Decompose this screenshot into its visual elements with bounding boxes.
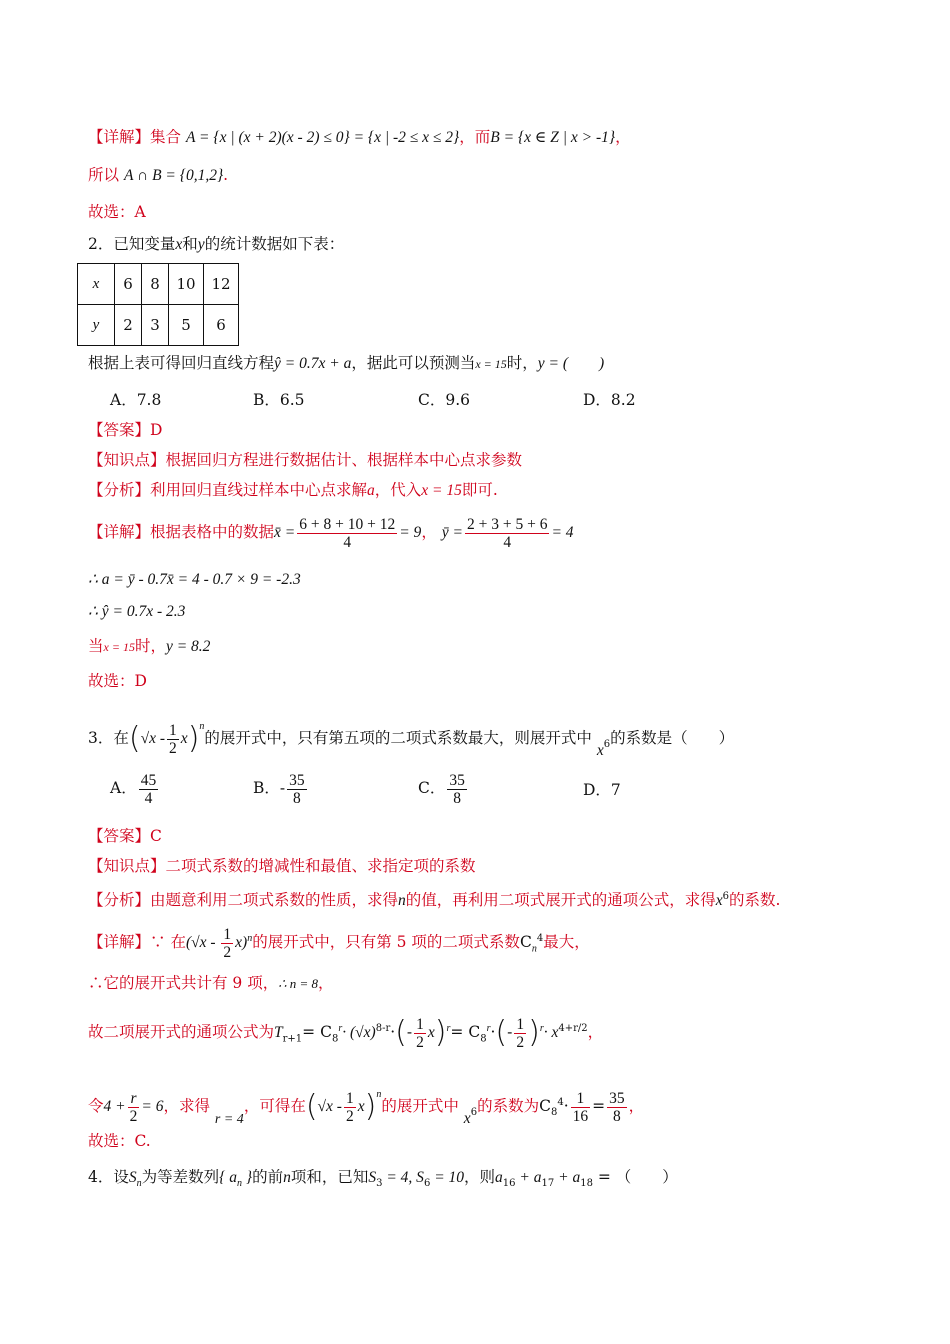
regression-equation: ŷ = 0.7x + a [274,355,352,372]
analysis-text: 的系数. [729,891,781,910]
superscript: r [338,1023,343,1034]
term-t: T [274,1024,283,1042]
expression: = 10 [430,1169,465,1186]
subscript: 18 [580,1178,593,1190]
fraction-numerator: 1 [223,925,232,943]
exponent: 6 [603,739,611,750]
sign: - [279,779,286,797]
r-half-fraction [128,1090,140,1125]
q1-intersect-line [88,164,228,187]
xbar-fraction [297,516,397,551]
var-x: x [175,236,183,253]
stem-text: = （ ） [592,1168,678,1186]
fraction-denominator: 2 [416,1033,424,1051]
equals: = [592,1097,606,1115]
option-label: A． [110,779,137,797]
subscript: 8 [550,1107,558,1119]
fraction-numerator: 35 [289,771,305,789]
q3-answer: 【答案】C [88,827,162,845]
fraction-numerator: 6 + 8 + 10 + 12 [299,515,396,533]
q2-when [88,635,210,658]
combination: C [519,933,532,952]
var-s: S [128,1169,137,1186]
option-a: A．7.8 [110,391,162,409]
stem-text: 为等差数列 [141,1168,220,1186]
subscript: n [531,943,537,955]
table-row [78,264,239,305]
option-label: C． [418,779,446,797]
question-number: 2． [88,235,114,253]
exponent: 6 [470,1107,478,1118]
option-b: B．6.5 [253,391,305,409]
detail-text: 的展开式中 [381,1097,459,1115]
fraction-numerator: 1 [345,1089,354,1107]
ybar-label: ȳ = [441,524,463,541]
fraction-numerator: 1 [571,1090,591,1108]
superscript: 4+r/2 [558,1023,588,1034]
stem-text: 时， [506,354,538,372]
detail-text: 所以 [88,166,120,184]
sign: - [406,1023,413,1042]
stem-text: 在 [113,729,129,747]
sqrt-term: √x - [140,730,166,747]
stem-text: 的展开式中，只有第五项的二项式系数最大，则展开式中 [204,729,592,747]
table-cell: 3 [142,305,169,346]
superscript: 4 [536,933,544,944]
sixteenth-fraction [571,1090,591,1125]
detail-text: 集合 [150,128,182,146]
var-y: y [197,236,205,253]
stem-text: 的前 [252,1168,284,1186]
fraction-denominator: 2 [169,739,177,757]
q2-calc2: ∴ ŷ = 0.7x - 2.3 [88,603,186,620]
sqrt-term: √x - [317,1098,342,1115]
fraction-numerator: 1 [169,721,177,739]
detail-text: 故二项展开式的通项公式为 [88,1023,275,1042]
fraction-denominator: 8 [453,789,461,807]
fraction-numerator: r [128,1090,140,1108]
table-cell: 6 [115,264,142,305]
q4-stem [88,1166,678,1195]
var-a: a [367,482,375,499]
exponent: n [199,721,205,732]
detail-tag: 【详解】根据表格中的数据 [88,523,275,541]
subscript: 8 [331,1033,339,1045]
table-cell: 2 [115,305,142,346]
q3-detail [88,922,590,966]
expression: + a [554,1169,581,1186]
q3-option-c [418,768,469,808]
fraction-denominator: 2 [129,1107,138,1125]
fraction-numerator: 35 [609,1089,625,1107]
q3-knowledge: 【知识点】二项式系数的增减性和最值、求指定项的系数 [88,857,476,875]
analysis-text: 【分析】利用回归直线过样本中心点求解 [88,481,368,499]
option-c: C．9.6 [418,391,471,409]
sign: - [507,1023,513,1042]
detail-text: ，可得在 [243,1097,306,1115]
detail-text: ，而 [459,128,491,146]
fraction-denominator: 16 [572,1107,589,1125]
superscript: r [446,1023,451,1034]
fraction-numerator: 1 [516,1015,525,1033]
subscript: 17 [541,1178,555,1190]
detail-text: ， [615,128,631,146]
var-x: x [463,1110,471,1127]
stats-table [77,263,239,346]
sequence: } [241,1169,253,1186]
superscript: r [539,1023,544,1034]
detail-text: ， [587,1023,604,1042]
q3-option-d: D．7 [583,781,621,799]
detail-text: 的展开式中，只有第 5 项的二项式系数 [252,933,520,952]
result-fraction [607,1090,627,1125]
q1-detail-line [88,126,631,149]
ybar-result: = 4 [551,524,574,541]
option-fraction [447,772,467,807]
q2-detail: 【详解】根据表格中的数据x̄ = $\frac{6 + 8 + 10 + 12}{4}$ = 9， ȳ = $\frac{2 + 3 + 5 + 6}{4}$ = 4 [88,515,574,551]
table-cell: y [78,305,115,346]
q3-stem: 3．在(√x - $\frac{1}{2}$ x)$^n$的展开式中，只有第五项的二项式系数最大，则展开式中 $x^6$的系数是（ ） [88,721,735,759]
q2-answer: 【答案】D [88,421,163,439]
stem-text: 已知变量 [113,235,176,253]
expression: + a [515,1169,542,1186]
condition: x = 15 [103,640,135,654]
dot: · [390,1023,396,1042]
combination: C [539,1097,551,1115]
stem-text: 的统计数据如下表： [204,235,345,253]
fraction-numerator: 1 [416,1015,424,1033]
question-number: 3． [88,729,114,747]
option-label: B． [253,779,280,797]
var-x: x [357,1098,365,1115]
fraction-denominator: 4 [503,533,512,551]
intersect-formula: A ∩ B = {0,1,2} [123,167,224,184]
var-x: x [715,892,723,910]
q2-choice: 故选：D [88,672,147,690]
table-cell: 6 [204,305,239,346]
analysis-text: 【分析】由题意利用二项式系数的性质，求得 [88,891,399,910]
expression: = C [450,1023,481,1042]
half-fraction [167,722,179,757]
expression: (√x - [185,934,220,952]
analysis-text: 的值，再利用二项式展开式的通项公式，求得 [405,891,716,910]
fraction-denominator: 4 [343,533,352,551]
table-cell: 10 [169,264,204,305]
fraction-numerator: 2 + 3 + 5 + 6 [466,515,548,533]
q3-let: 令4 + $\frac{r}{2}$ = 6，求得 r = 4，可得在(√x - $\frac{1}{2}$ x)$^n$的展开式中 $x^6$的系数为$C_8^4\cdot$ $\frac{1}{16}$ = $\frac{35}{8}$ ， [88,1089,645,1127]
subscript: 3 [376,1178,383,1190]
stem-text: 的系数是（ ） [610,729,735,747]
subscript: n [136,1178,142,1190]
exponent: 6 [722,891,730,902]
detail-text: 令 [88,1097,104,1115]
dot: · [490,1023,496,1042]
q3-general-term: 故二项展开式的通项公式为$T_{r+1}= C_8^r\cdot (√x)^{8-r}\cdot(-$ $\frac{1}{2}$ $x)^r= C_8^r\cdot(-$ $\frac{1}{2}$ )$^r\cdot x^{4+r/2}$， [88,1015,604,1051]
subscript: 16 [502,1178,516,1190]
detail-text: . [223,166,229,184]
exponent: n [376,1089,382,1100]
analysis-text: ，代入 [374,481,422,499]
sequence: { a [219,1169,237,1186]
var-n: n [283,1169,291,1186]
detail-text: ∵ 在 [150,933,186,952]
fraction-denominator: 2 [516,1033,525,1051]
q3-option-b [253,768,309,808]
detail-text: ， [628,1097,645,1115]
set-a-formula: A = {x | (x + 2)(x - 2) ≤ 0} = {x | -2 ≤ x ≤ 2} [185,129,460,146]
subscript: r+1 [282,1033,303,1045]
detail-text: ∴它的展开式共计有 9 项， [88,974,279,992]
expression: = 4, S [382,1169,424,1186]
expression: x) [235,934,248,952]
fraction-denominator: 8 [613,1107,621,1125]
expression: 4 + [103,1098,126,1115]
fraction-numerator: 45 [140,771,157,789]
q3-option-a [110,768,160,808]
table-row [78,305,239,346]
subscript: 8 [480,1033,487,1045]
superscript: 8-r [375,1023,391,1034]
detail-text: 当 [88,637,104,655]
q1-choice: 故选：A [88,203,146,221]
stem-text: 根据上表可得回归直线方程 [88,354,275,372]
q3-analysis [88,886,780,912]
q2-analysis [88,479,498,502]
stem-text: 项和，已知 [290,1168,369,1186]
table-cell: x [78,264,115,305]
half-fraction [221,926,233,961]
table-cell: 8 [142,264,169,305]
detail-tag: 【详解】 [88,933,151,952]
xbar-result: = 9 [399,524,422,541]
expression: · x [543,1024,559,1042]
option-fraction [139,772,159,807]
expression: · (√x) [342,1024,376,1042]
table-cell: 5 [169,305,204,346]
result: y = 8.2 [165,638,211,655]
detail-tag: 【详解】 [88,128,151,146]
var-a: a [495,1169,503,1186]
expression: = C [302,1023,332,1042]
q3-total [88,972,334,995]
detail-text: ， [318,974,334,992]
ybar-fraction [465,516,549,551]
stem-text: ，据此可以预测当 [351,354,476,372]
analysis-text: 即可. [461,481,498,499]
q2-calc1: ∴ a = ȳ - 0.7x̄ = 4 - 0.7 × 9 = -2.3 [88,571,301,588]
table-cell: 12 [204,264,239,305]
var-s: S [368,1169,377,1186]
stem-text: ，则 [464,1168,496,1186]
stem-text: 和 [182,235,198,253]
q3-choice: 故选：C. [88,1132,151,1150]
question-number: 4． [88,1168,114,1186]
detail-text: 时， [134,637,166,655]
q2-stem [88,233,344,256]
fraction-numerator: 35 [449,771,465,789]
detail-text: 最大， [543,933,590,952]
exponent: n [247,933,253,944]
superscript: 4 [557,1096,564,1108]
fraction-denominator: 4 [144,789,153,807]
option-d: D．8.2 [583,391,636,409]
xbar-label: x̄ = [274,524,296,541]
half-fraction [414,1016,426,1051]
half-fraction [344,1090,356,1125]
detail-text: ，求得 [163,1097,210,1115]
option-fraction [287,772,307,807]
fraction-denominator: 8 [293,789,301,807]
stem-text: 设 [113,1168,129,1186]
condition: x = 15 [475,357,507,371]
half-fraction [514,1016,526,1051]
detail-text: 的系数为 [477,1097,540,1115]
result: r = 4 [214,1112,244,1127]
var-x: x [427,1024,435,1042]
set-b-formula: B = {x ∈ Z | x > -1} [490,129,616,146]
stem-text: y = ( ) [537,355,605,372]
var-x: x [596,742,604,759]
fraction-denominator: 2 [223,943,232,961]
expression: = 6 [141,1098,164,1115]
dot: · [563,1097,569,1115]
condition: x = 15 [421,482,462,499]
subscript: 6 [423,1178,431,1190]
var-n: n [398,892,406,910]
superscript: r [486,1023,491,1034]
result: ∴ n = 8 [278,976,319,991]
q2-knowledge: 【知识点】根据回归方程进行数据估计、根据样本中心点求参数 [88,451,523,469]
subscript: n [236,1178,242,1190]
var-x: x [180,730,188,747]
fraction-denominator: 2 [345,1107,354,1125]
q2-line2 [88,352,604,375]
